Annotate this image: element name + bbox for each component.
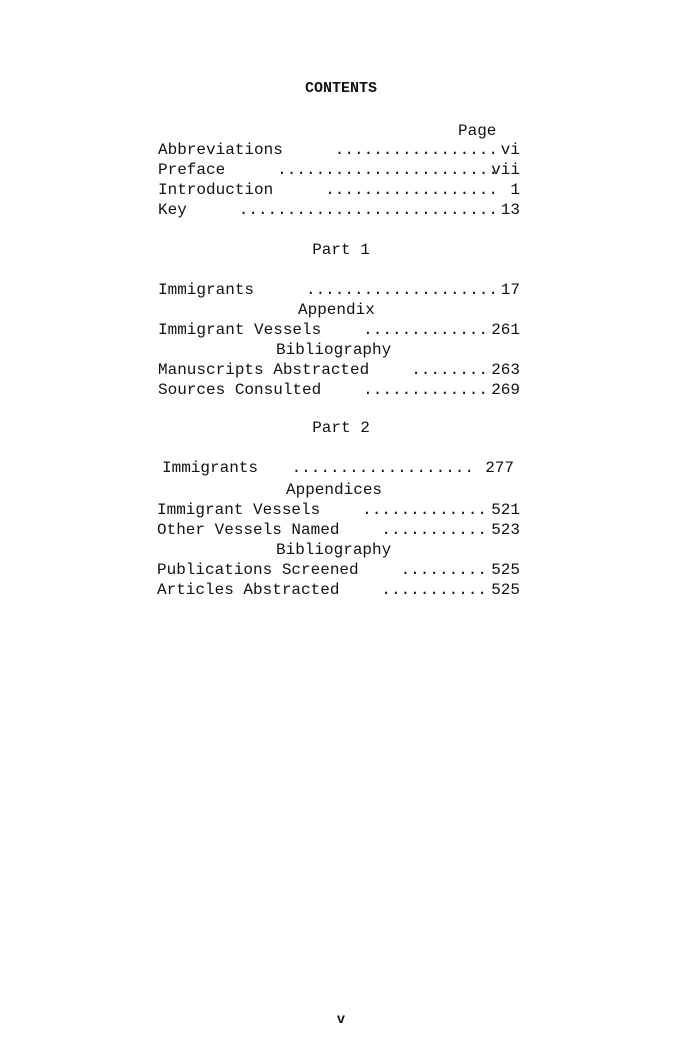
toc-entry-label: Immigrants [158, 281, 255, 299]
page-column-label: Page [458, 122, 497, 140]
toc-entry-label: Manuscripts Abstracted [158, 361, 370, 379]
dot-leader: ........................... [238, 201, 498, 219]
dot-leader: ............. [363, 321, 488, 339]
part2-bibliography-heading: Bibliography [276, 541, 392, 559]
dot-leader: ................... [291, 459, 474, 477]
dot-leader: ............. [363, 381, 488, 399]
toc-entry-page: 521 [491, 501, 520, 519]
toc-entry-label: Other Vessels Named [157, 521, 340, 539]
toc-entry-label: Immigrants [162, 459, 259, 477]
toc-entry-label: Key [158, 201, 187, 219]
dot-leader: ................. [334, 141, 498, 159]
part1-heading: Part 1 [312, 241, 370, 259]
part1-bibliography-heading: Bibliography [276, 341, 392, 359]
toc-entry-page: 525 [491, 561, 520, 579]
toc-entry-page: 17 [500, 281, 520, 299]
dot-leader: ............. [362, 501, 487, 519]
toc-entry-key[interactable] [158, 200, 520, 220]
toc-entry-label: Immigrant Vessels [158, 321, 322, 339]
toc-entry-page: 261 [491, 321, 520, 339]
toc-entry-part1-immigrant-vessels[interactable] [158, 320, 520, 340]
toc-entry-label: Introduction [158, 181, 274, 199]
part2-heading: Part 2 [312, 419, 370, 437]
toc-entry-page: 1 [510, 181, 520, 199]
toc-entry-label: Abbreviations [158, 141, 283, 159]
toc-entry-part1-manuscripts[interactable] [158, 360, 520, 380]
toc-entry-part1-immigrants[interactable] [158, 280, 520, 300]
toc-entry-page: 523 [491, 521, 520, 539]
contents-title: CONTENTS [304, 80, 377, 97]
part1-appendix-heading: Appendix [298, 301, 375, 319]
dot-leader: ....................... [277, 161, 498, 179]
part2-appendices-heading: Appendices [286, 481, 383, 499]
toc-entry-label: Preface [158, 161, 226, 179]
toc-entry-page: 277 [485, 459, 514, 477]
dot-leader: ........ [411, 361, 488, 379]
toc-entry-preface[interactable] [158, 160, 520, 180]
toc-entry-part1-sources[interactable] [158, 380, 520, 400]
toc-entry-part2-publications[interactable] [157, 560, 520, 580]
toc-entry-part2-immigrants[interactable] [162, 458, 514, 478]
dot-leader: .................... [305, 281, 498, 299]
toc-entry-page: vi [500, 141, 520, 159]
dot-leader: ......... [400, 561, 487, 579]
toc-entry-page: vii [491, 161, 520, 179]
toc-entry-page: 13 [500, 201, 520, 219]
dot-leader: ........... [381, 581, 487, 599]
toc-entry-part2-other-vessels[interactable] [157, 520, 520, 540]
toc-entry-part2-articles[interactable] [157, 580, 520, 600]
toc-entry-page: 525 [491, 581, 520, 599]
toc-entry-introduction[interactable] [158, 180, 520, 200]
toc-entry-label: Immigrant Vessels [157, 501, 321, 519]
page-folio: v [336, 1012, 346, 1028]
dot-leader: ........... [381, 521, 487, 539]
toc-entry-label: Articles Abstracted [157, 581, 340, 599]
toc-entry-page: 269 [491, 381, 520, 399]
toc-entry-abbreviations[interactable] [158, 140, 520, 160]
dot-leader: .................. [325, 181, 498, 199]
toc-entry-label: Sources Consulted [158, 381, 322, 399]
toc-entry-label: Publications Screened [157, 561, 359, 579]
toc-entry-part2-immigrant-vessels[interactable] [157, 500, 520, 520]
toc-entry-page: 263 [491, 361, 520, 379]
